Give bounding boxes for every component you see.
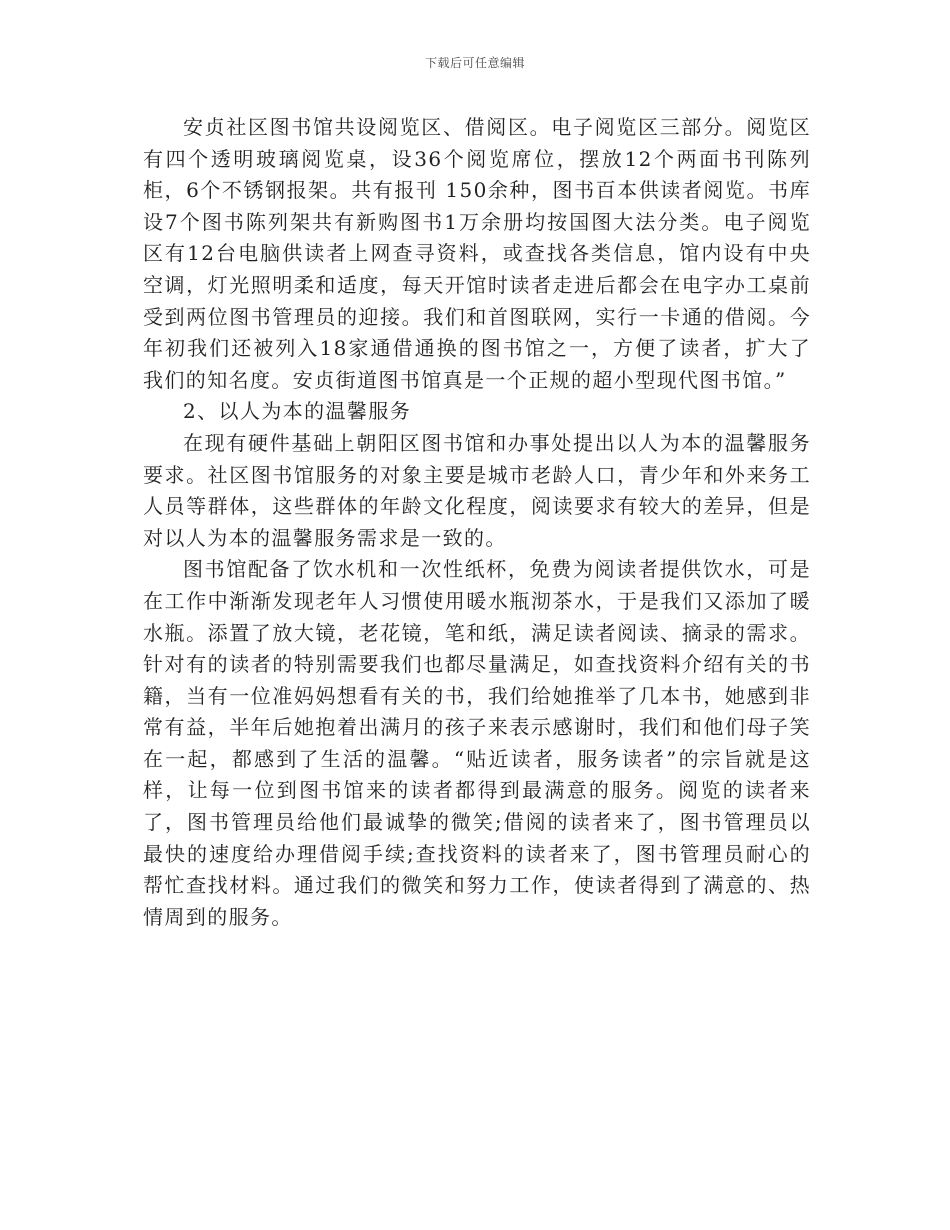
- paragraph-service-requirements: 在现有硬件基础上朝阳区图书馆和办事处提出以人为本的温馨服务要求。社区图书馆服务的对象主要是城市老龄人口，青少年和外来务工人员等群体，这些群体的年龄文化程度，阅读要求有较大的差异，但是对以人为本的温馨服务需求是一致的。: [143, 430, 811, 550]
- paragraph-service-examples: 图书馆配备了饮水机和一次性纸杯，免费为阅读者提供饮水，可是在工作中渐渐发现老年人习惯使用暖水瓶沏茶水，于是我们又添加了暖水瓶。添置了放大镜，老花镜，笔和纸，满足读者阅读、摘录的需求。针对有的读者的特别需要我们也都尽量满足，如查找资料介绍有关的书籍，当有一位准妈妈想看有关的书，我们给她推举了几本书，她感到非常有益，半年后她抱着出满月的孩子来表示感谢时，我们和他们母子笑在一起，都感到了生活的温馨。“贴近读者，服务读者”的宗旨就是这样，让每一位到图书馆来的读者都得到最满意的服务。阅览的读者来了，图书管理员给他们最诚挚的微笑;借阅的读者来了，图书管理员以最快的速度给办理借阅手续;查找资料的读者来了，图书管理员耐心的帮忙查找材料。通过我们的微笑和努力工作，使读者得到了满意的、热情周到的服务。: [143, 557, 811, 929]
- paragraph-library-facilities: 安贞社区图书馆共设阅览区、借阅区。电子阅览区三部分。阅览区有四个透明玻璃阅览桌，设36个阅览席位，摆放12个两面书刊陈列柜，6个不锈钢报架。共有报刊 150余种，图书百本供读者阅览。书库设7个图书陈列架共有新购图书1万余册均按国图大法分类。电子阅览区有12台电脑供读者上网查寻资料，或查找各类信息，馆内设有中央空调，灯光照明柔和适度，每天开馆时读者走进后都会在电字办工桌前受到两位图书管理员的迎接。我们和首图联网，实行一卡通的借阅。今年初我们还被列入18家通借通换的图书馆之一，方便了读者，扩大了我们的知名度。安贞街道图书馆真是一个正规的超小型现代图书馆。”: [143, 115, 811, 392]
- section-heading-warm-service: 2、以人为本的温馨服务: [183, 399, 412, 424]
- page-header: 下载后可任意编辑: [424, 56, 525, 70]
- document-body: [143, 112, 811, 933]
